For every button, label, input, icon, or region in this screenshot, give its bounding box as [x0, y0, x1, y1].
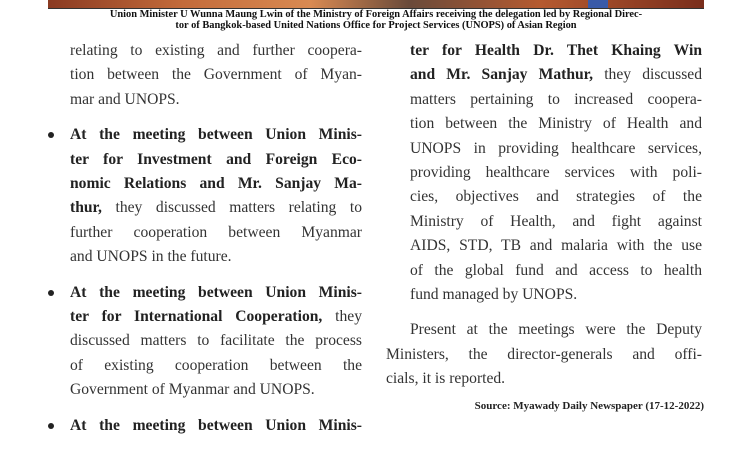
caption-line-2: tor of Bangkok-based United Nations Office for Project Services (UNOPS) of Asian Region [175, 20, 577, 31]
bullet-line: Government of Myanmar and UNOPS. [70, 381, 315, 399]
intro-line: relating to existing and further coopera- [70, 42, 362, 59]
caption-line-1: Union Minister U Wunna Maung Lwin of the Ministry of Foreign Affairs receiving the delegation led by Regional Direc- [109, 9, 643, 20]
bullet-line: ter for Investment and Foreign Eco- [70, 150, 362, 168]
bullet-dot [48, 423, 54, 429]
bold-text: and Mr. Sanjay Mathur, [410, 66, 594, 84]
intro-line: tion between the Government of Myan- [70, 66, 362, 84]
source-credit: Source: Myawady Daily Newspaper (17-12-2022) [474, 400, 704, 412]
health-line: cies, objectives and strategies of the [410, 188, 702, 206]
plain-text: they discussed [593, 66, 702, 84]
bullet-line: At the meeting between Union Minis- [70, 283, 362, 301]
health-line: fund managed by UNOPS. [410, 286, 578, 304]
bullet-dot [48, 132, 54, 138]
bullet-line: nomic Relations and Mr. Sanjay Ma- [70, 175, 362, 193]
right-column [386, 39, 702, 392]
health-line: of the global fund and access to health [410, 261, 702, 279]
bullet-item-health [46, 414, 362, 438]
photo-detail [588, 0, 608, 8]
bullet-item-international-cooperation [46, 281, 362, 403]
health-line: Ministry of Health, and fight against [410, 212, 702, 230]
left-column [46, 39, 362, 438]
bullet-line: and UNOPS in the future. [70, 248, 232, 266]
bold-text: ter for International Cooperation, [70, 308, 323, 326]
photo-strip [48, 0, 704, 9]
bold-text: thur, [70, 199, 102, 217]
health-line: ter for Health Dr. Thet Khaing Win [410, 42, 702, 59]
bullet-line: discussed matters to facilitate the process [70, 332, 362, 350]
bullet-line: At the meeting between Union Minis- [70, 416, 362, 434]
closing-line: Present at the meetings were the Deputy [410, 321, 702, 339]
closing-line: cials, it is reported. [386, 370, 506, 388]
health-line [410, 63, 702, 87]
bullet-line: of existing cooperation between the [70, 356, 362, 374]
health-line: tion between the Ministry of Health and [410, 115, 702, 133]
plain-text: they discussed matters relating to [101, 199, 362, 217]
bullet-item-investment [46, 123, 362, 269]
bullet-dot [48, 290, 54, 296]
bullet-line [70, 305, 362, 329]
closing-line: Ministers, the director-generals and offi- [386, 345, 702, 363]
health-line: providing healthcare services with poli- [410, 164, 702, 182]
bullet-line: At the meeting between Union Minis- [70, 126, 362, 144]
bullet-line: further cooperation between Myanmar [70, 223, 362, 241]
health-line: UNOPS in providing healthcare services, [410, 139, 702, 157]
bullet-line [70, 196, 362, 220]
intro-line: mar and UNOPS. [70, 90, 180, 108]
health-line: AIDS, STD, TB and malaria with the use [410, 237, 702, 255]
health-line: matters pertaining to increased coopera- [410, 90, 702, 108]
plain-text: they [322, 308, 362, 326]
photo-caption [48, 9, 704, 31]
